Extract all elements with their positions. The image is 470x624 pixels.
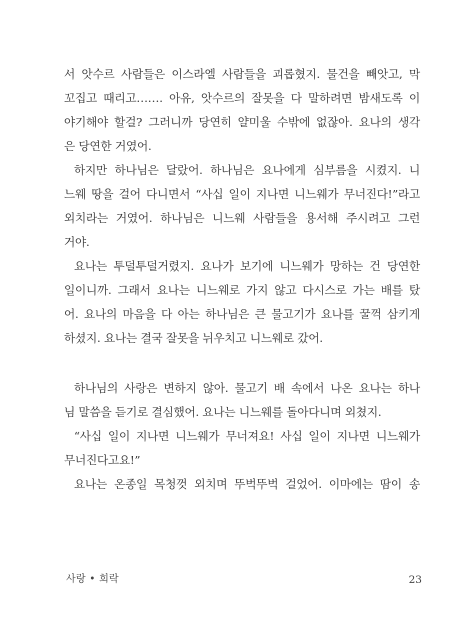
text-line: 무너진다고요!” (64, 453, 141, 467)
text-line: 요나는 투덜투덜거렸지. 요나가 보기에 니느웨가 망하는 건 당연한 (74, 259, 420, 273)
page-number: 23 (408, 574, 422, 586)
text-line: 일이니까. 그래서 요나는 니느웨로 가지 않고 다시스로 가는 배를 탔 (64, 283, 420, 297)
text-line: 요나는 온종일 목청껏 외치며 뚜벅뚜벅 걸었어. 이마에는 땀이 송 (74, 477, 420, 491)
text-line: 야기해야 할걸? 그러니까 당연히 얄미울 수밖에 없잖아. 요나의 생각 (64, 115, 420, 129)
text-line: 거야. (64, 235, 90, 249)
text-line: 은 당연한 거였어. (64, 139, 152, 153)
text-line: 하셨지. 요나는 결국 잘못을 뉘우치고 니느웨로 갔어. (64, 331, 323, 345)
text-line: 하나님의 사랑은 변하지 않아. 물고기 배 속에서 나온 요나는 하나 (74, 381, 420, 395)
text-line: 외치라는 거였어. 하나님은 니느웨 사람들을 용서해 주시려고 그런 (64, 211, 420, 225)
text-line: 어. 요나의 마음을 다 아는 하나님은 큰 물고기가 요나를 꿀꺽 삼키게 (64, 307, 420, 321)
text-line: “사십 일이 지나면 니느웨가 무너져요! 사십 일이 지나면 니느웨가 (74, 429, 420, 443)
text-line: 꼬집고 때리고……. 아유, 앗수르의 잘못을 다 말하려면 밤새도록 이 (64, 91, 420, 105)
text-line: 서 앗수르 사람들은 이스라엘 사람들을 괴롭혔지. 물건을 빼앗고, 막 (64, 67, 420, 81)
text-line: 님 말씀을 듣기로 결심했어. 요나는 니느웨를 돌아다니며 외쳤지. (64, 405, 382, 419)
text-line: 하지만 하나님은 달랐어. 하나님은 요나에게 심부름을 시켰지. 니 (74, 163, 420, 177)
text-line: 느웨 땅을 걸어 다니면서 “사십 일이 지나면 니느웨가 무너진다!”라고 (64, 187, 420, 201)
running-footer: 사랑 • 희락 (66, 574, 119, 585)
